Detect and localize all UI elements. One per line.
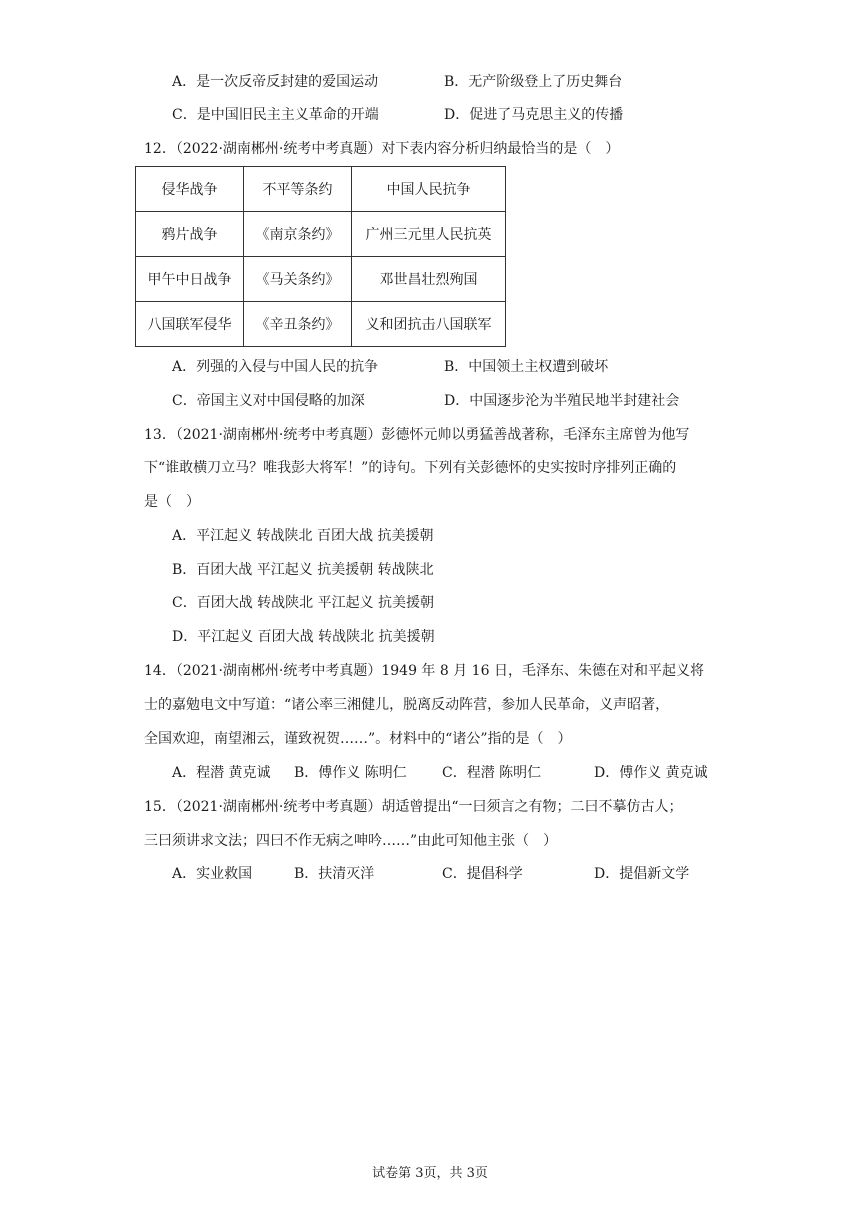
q15-stem-line-2: 三曰须讲求文法；四曰不作无病之呻吟……”由此可知他主张（ ）	[144, 833, 558, 849]
q14-stem-line-3: 全国欢迎，南望湘云，谨致祝贺……”。材料中的“诸公”指的是（ ）	[144, 731, 572, 747]
page-footer: 试卷第 3页，共 3页	[372, 1166, 488, 1181]
q12-stem: 12．（2022·湖南郴州·统考中考真题）对下表内容分析归纳最恰当的是（ ）	[144, 141, 620, 157]
q13-stem-line-2: 下“谁敢横刀立马？唯我彭大将军！”的诗句。下列有关彭德怀的史实按时序排列正确的	[144, 460, 677, 476]
q13-option-c: C．百团大战 转战陕北 平江起义 抗美援朝	[172, 595, 435, 611]
q13-stem-line-1: 13．（2021·湖南郴州·统考中考真题）彭德怀元帅以勇猛善战著称，毛泽东主席曾为他写	[144, 427, 690, 443]
q12-option-c: C．帝国主义对中国侵略的加深	[172, 393, 365, 409]
q11-option-c: C．是中国旧民主主义革命的开端	[172, 107, 379, 123]
table-row	[136, 257, 506, 302]
q12-option-a: A．列强的入侵与中国人民的抗争	[172, 359, 379, 375]
q14-option-d: D．傅作义 黄克诚	[594, 765, 708, 781]
table-cell: 义和团抗击八国联军	[352, 302, 506, 347]
q15-option-c: C．提倡科学	[442, 866, 523, 882]
q14-option-b: B．傅作义 陈明仁	[294, 765, 407, 781]
q13-option-b: B．百团大战 平江起义 抗美援朝 转战陕北	[172, 562, 434, 578]
q13-stem-line-3: 是（ ）	[144, 494, 200, 510]
table-cell: 《马关条约》	[244, 257, 352, 302]
q14-stem-line-2: 士的嘉勉电文中写道：“诸公率三湘健儿，脱离反动阵营，参加人民革命，义声昭著，	[144, 697, 670, 713]
q14-stem-line-1: 14．（2021·湖南郴州·统考中考真题）1949 年 8 月 16 日，毛泽东、朱德在对和平起义将	[144, 663, 704, 679]
table-cell: 广州三元里人民抗英	[352, 212, 506, 257]
table-cell: 甲午中日战争	[136, 257, 244, 302]
table-header-cell: 侵华战争	[136, 167, 244, 212]
table-cell: 八国联军侵华	[136, 302, 244, 347]
table-cell: 邓世昌壮烈殉国	[352, 257, 506, 302]
q13-option-d: D．平江起义 百团大战 转战陕北 抗美援朝	[172, 629, 435, 645]
q11-option-d: D．促进了马克思主义的传播	[444, 107, 624, 123]
table-header-cell: 中国人民抗争	[352, 167, 506, 212]
q12-option-d: D．中国逐步沦为半殖民地半封建社会	[444, 393, 680, 409]
q12-option-b: B．中国领土主权遭到破坏	[444, 359, 609, 375]
q15-option-a: A．实业救国	[172, 866, 253, 882]
table-header-cell: 不平等条约	[244, 167, 352, 212]
table-cell: 《南京条约》	[244, 212, 352, 257]
table-header-row	[136, 167, 506, 212]
table-cell: 鸦片战争	[136, 212, 244, 257]
q14-option-c: C．程潜 陈明仁	[442, 765, 542, 781]
q11-option-b: B．无产阶级登上了历史舞台	[444, 74, 623, 90]
table-cell: 《辛丑条约》	[244, 302, 352, 347]
table-row	[136, 212, 506, 257]
table-row	[136, 302, 506, 347]
q13-option-a: A．平江起义 转战陕北 百团大战 抗美援朝	[172, 528, 434, 544]
q12-table	[135, 166, 506, 347]
q15-option-d: D．提倡新文学	[594, 866, 690, 882]
q11-option-a: A．是一次反帝反封建的爱国运动	[172, 74, 379, 90]
q15-stem-line-1: 15．（2021·湖南郴州·统考中考真题）胡适曾提出“一曰须言之有物；二曰不摹仿古人；	[144, 799, 683, 815]
q14-option-a: A．程潜 黄克诚	[172, 765, 271, 781]
q15-option-b: B．扶清灭洋	[294, 866, 375, 882]
